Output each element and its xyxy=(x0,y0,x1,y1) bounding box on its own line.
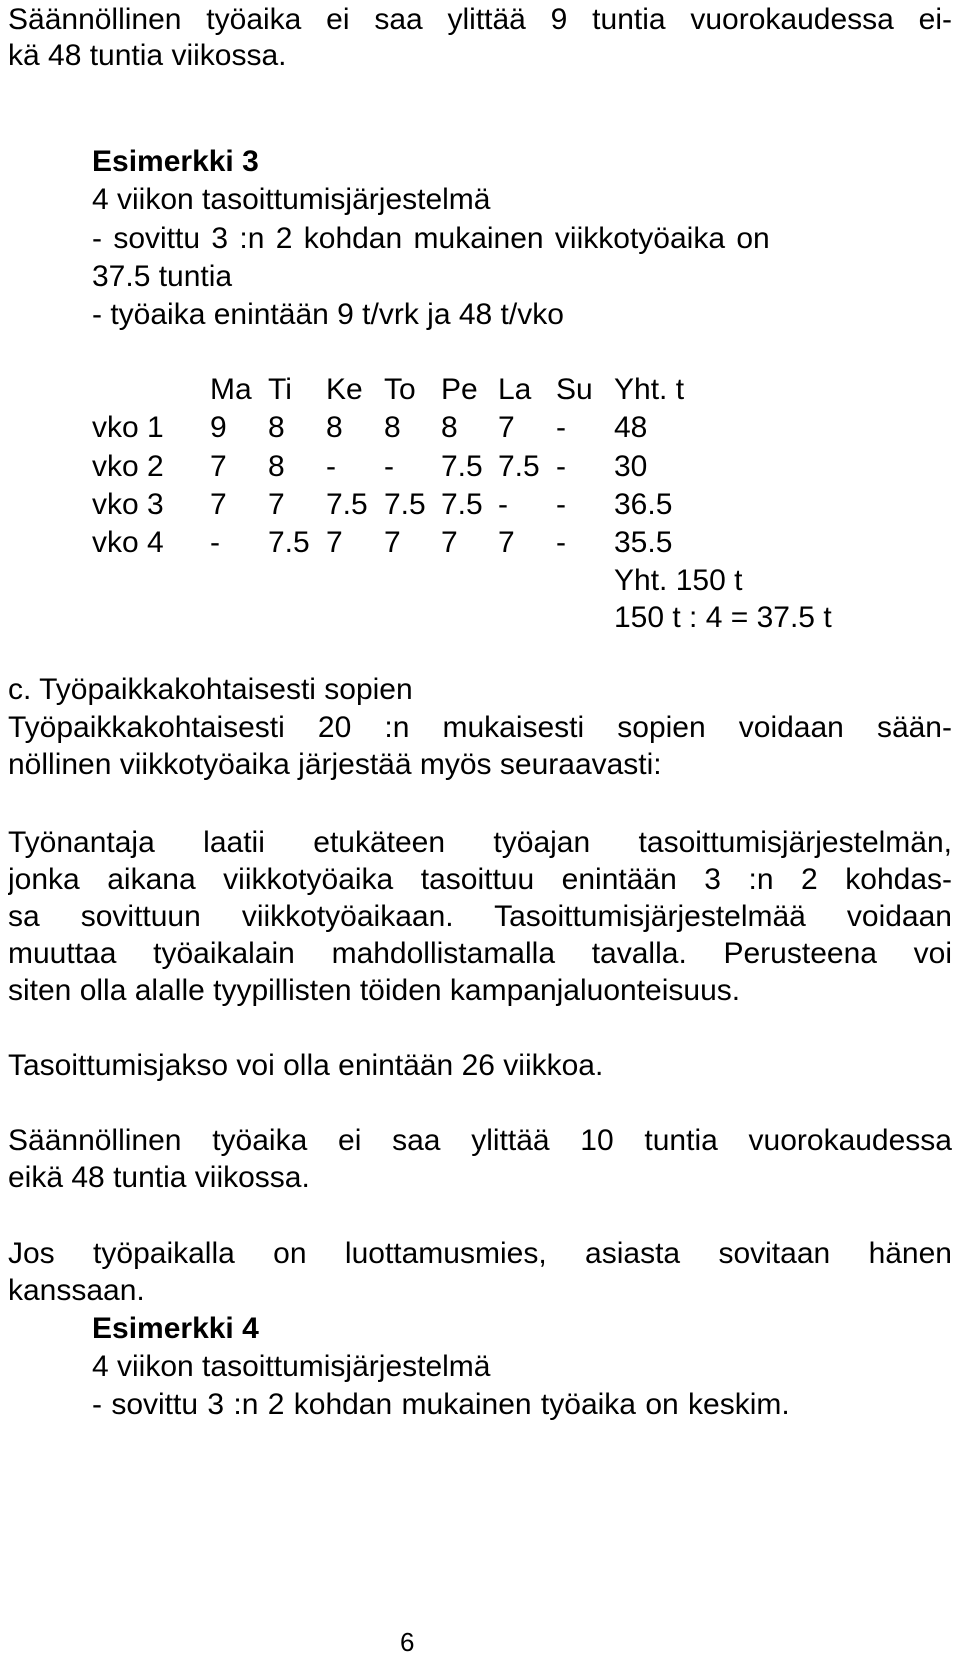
table-cell: 7 xyxy=(326,526,343,559)
page-number: 6 xyxy=(400,1627,415,1657)
table-cell: 7 xyxy=(384,526,401,559)
table-cell: 8 xyxy=(268,411,285,444)
example-3-line-3: 37.5 tuntia xyxy=(92,260,233,293)
table-cell: 7.5 xyxy=(326,488,368,521)
intro-line-1: Säännöllinen työaika ei saa ylittää 9 tuntia vuorokaudessa ei- xyxy=(8,3,952,36)
table-header-pe: Pe xyxy=(441,373,478,406)
table-cell: 7 xyxy=(498,411,515,444)
table-cell: 7 xyxy=(268,488,285,521)
table-cell: 7.5 xyxy=(384,488,426,521)
section-c-p5-line-1: Jos työpaikalla on luottamusmies, asiasta sovitaan hänen xyxy=(8,1237,952,1270)
table-cell: 7 xyxy=(498,526,515,559)
table-cell: 8 xyxy=(326,411,343,444)
table-cell-total: 30 xyxy=(614,450,648,483)
table-cell: 7 xyxy=(210,450,227,483)
example-3-line-2: - sovittu 3 :n 2 kohdan mukainen viikkotyöaika on xyxy=(92,222,770,255)
table-cell: 8 xyxy=(441,411,458,444)
table-cell: 7 xyxy=(210,488,227,521)
table-weekly-average: 150 t : 4 = 37.5 t xyxy=(614,601,832,634)
table-header-ma: Ma xyxy=(210,373,252,406)
table-header-ti: Ti xyxy=(268,373,292,406)
table-cell: - xyxy=(556,488,566,521)
section-c-p2-line-4: muuttaa työaikalain mahdollistamalla tavalla. Perusteena voi xyxy=(8,937,952,970)
section-c-p2-line-1: Työnantaja laatii etukäteen työajan tasoittumisjärjestelmän, xyxy=(8,826,952,859)
example-4-line-2: - sovittu 3 :n 2 kohdan mukainen työaika on keskim. xyxy=(92,1388,790,1421)
example-3-line-4: - työaika enintään 9 t/vrk ja 48 t/vko xyxy=(92,298,564,331)
table-cell: 7.5 xyxy=(268,526,310,559)
table-header-ke: Ke xyxy=(326,373,363,406)
table-cell: 7.5 xyxy=(441,488,483,521)
section-c-p2-line-3: sa sovittuun viikkotyöaikaan. Tasoittumisjärjestelmää voidaan xyxy=(8,900,952,933)
table-cell: 8 xyxy=(268,450,285,483)
example-4-line-1: 4 viikon tasoittumisjärjestelmä xyxy=(92,1350,491,1383)
intro-line-2: kä 48 tuntia viikossa. xyxy=(8,39,287,72)
table-cell: - xyxy=(498,488,508,521)
table-header-total: Yht. t xyxy=(614,373,685,406)
table-cell: 8 xyxy=(384,411,401,444)
table-header-la: La xyxy=(498,373,532,406)
table-cell: - xyxy=(326,450,336,483)
table-row-label: vko 3 xyxy=(92,488,164,521)
table-cell: - xyxy=(384,450,394,483)
table-cell: - xyxy=(210,526,220,559)
section-c-p3: Tasoittumisjakso voi olla enintään 26 viikkoa. xyxy=(8,1049,604,1082)
table-row-label: vko 2 xyxy=(92,450,164,483)
section-c-heading: c. Työpaikkakohtaisesti sopien xyxy=(8,673,413,706)
table-row-label: vko 4 xyxy=(92,526,164,559)
example-4-heading: Esimerkki 4 xyxy=(92,1312,259,1345)
table-cell: - xyxy=(556,411,566,444)
table-cell: 7 xyxy=(441,526,458,559)
section-c-p2-line-2: jonka aikana viikkotyöaika tasoittuu enintään 3 :n 2 kohdas- xyxy=(8,863,952,896)
section-c-p2-line-5: siten olla alalle tyypillisten töiden kampanjaluonteisuus. xyxy=(8,974,741,1007)
section-c-p1-line-2: nöllinen viikkotyöaika järjestää myös seuraavasti: xyxy=(8,748,662,781)
example-3-line-1: 4 viikon tasoittumisjärjestelmä xyxy=(92,183,491,216)
table-cell-total: 36.5 xyxy=(614,488,673,521)
table-cell: 9 xyxy=(210,411,227,444)
table-grand-total: Yht. 150 t xyxy=(614,564,743,597)
table-cell: 7.5 xyxy=(498,450,540,483)
section-c-p4-line-2: eikä 48 tuntia viikossa. xyxy=(8,1161,310,1194)
table-cell-total: 35.5 xyxy=(614,526,673,559)
table-cell: - xyxy=(556,450,566,483)
section-c-p4-line-1: Säännöllinen työaika ei saa ylittää 10 tuntia vuorokaudessa xyxy=(8,1124,952,1157)
section-c-p1-line-1: Työpaikkakohtaisesti 20 :n mukaisesti sopien voidaan sään- xyxy=(8,711,952,744)
table-cell-total: 48 xyxy=(614,411,648,444)
example-3-heading: Esimerkki 3 xyxy=(92,145,259,178)
table-cell: 7.5 xyxy=(441,450,483,483)
table-row-label: vko 1 xyxy=(92,411,164,444)
section-c-p5-line-2: kanssaan. xyxy=(8,1274,145,1307)
table-header-su: Su xyxy=(556,373,593,406)
table-cell: - xyxy=(556,526,566,559)
table-header-to: To xyxy=(384,373,416,406)
